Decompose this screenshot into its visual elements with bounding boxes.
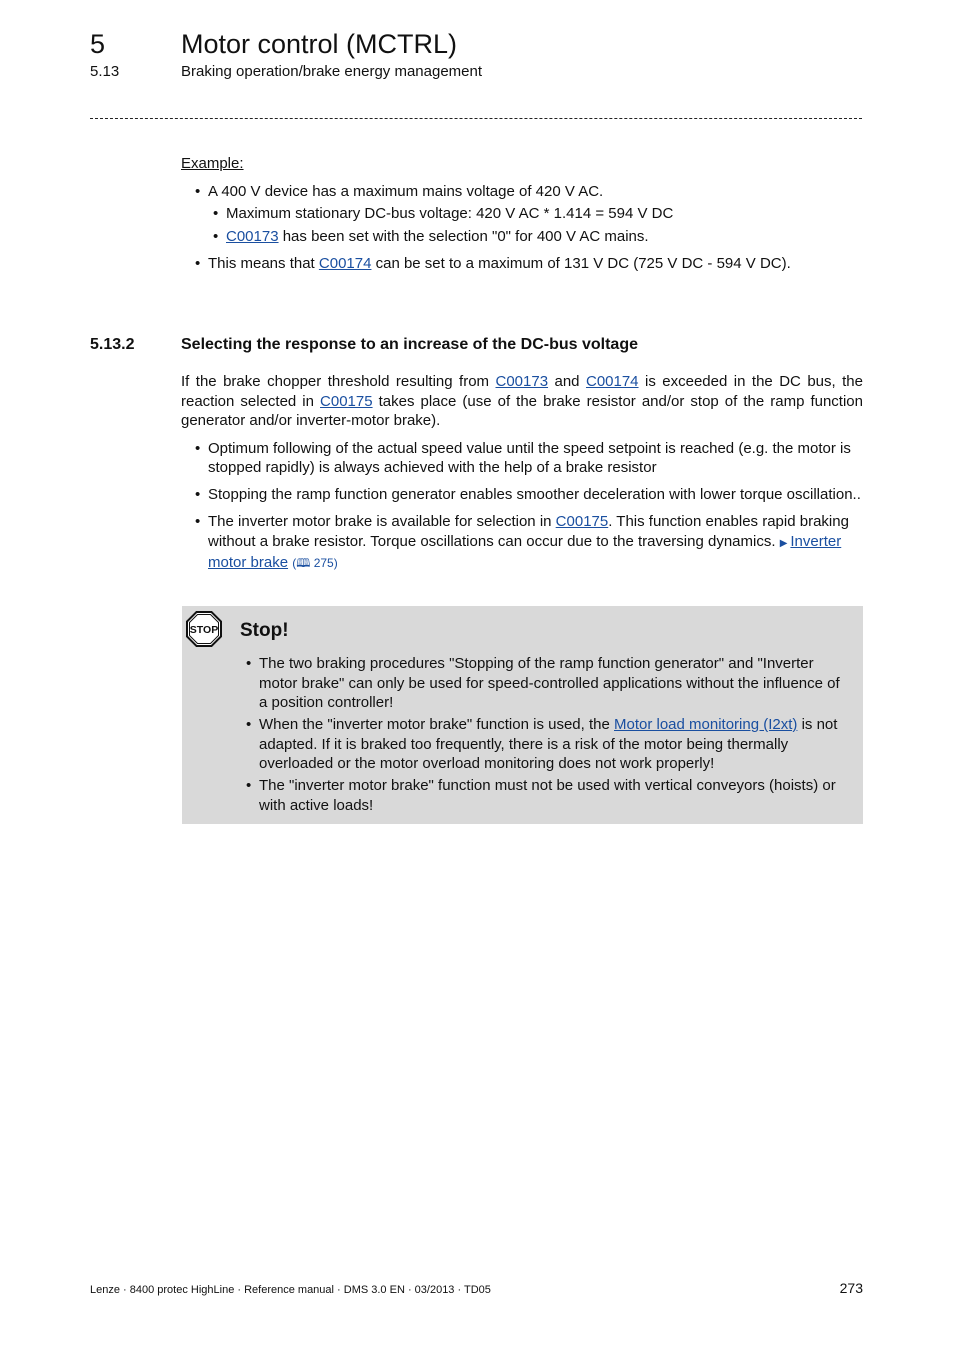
c00173-link[interactable]: C00173 (226, 227, 279, 245)
response-bullet-2: Stopping the ramp function generator enables smoother deceleration with lower torque oscillation.. (208, 486, 861, 503)
response-bullet-3-cont: . This function enables rapid braking without a brake resistor. Torque oscillations can occur due to the traversing dynamics. (208, 513, 849, 550)
example-bullet-2-pre: This means that (208, 255, 319, 272)
c00175-link[interactable]: C00175 (555, 513, 609, 530)
paragraph-text: is exceeded in the DC bus, the reaction selected in (181, 373, 863, 410)
section-title: Braking operation/brake energy management (181, 63, 483, 80)
subsection-body (181, 372, 863, 574)
paragraph-text: If the brake chopper threshold resulting from (181, 373, 496, 390)
c00174-link[interactable]: C00174 (585, 373, 639, 390)
stop-item-2: When the "inverter motor brake" function is used, the (259, 716, 614, 733)
example-subbullet-1: Maximum stationary DC-bus voltage: 420 V AC * 1.414 = 594 V DC (226, 205, 674, 222)
stop-sign-icon (185, 610, 223, 648)
page-reference[interactable]: (🕮 275) (292, 556, 338, 570)
list-item (232, 654, 847, 713)
motor-load-monitoring-link[interactable]: Motor load monitoring (I2xt) (614, 716, 798, 733)
stop-title: Stop! (240, 620, 289, 641)
stop-item-2-cont: is not adapted. If it is braked too frequently, there is a risk of the motor being thermally overloaded or the motor overload monitoring does not work properly! (259, 716, 838, 772)
chapter-title: Motor control (MCTRL) (181, 29, 458, 59)
subsection-number: 5.13.2 (90, 336, 135, 353)
response-list (181, 439, 863, 574)
example-sublist (181, 204, 863, 246)
stop-item-1: The two braking procedures "Stopping of the ramp function generator" and "Inverter motor brake" can only be used for speed-controlled applications without the influence of a position controller! (259, 655, 840, 711)
paragraph-text: takes place (use of the brake resistor and/or stop of the ramp function generator and/or inverter-motor brake). (181, 392, 863, 429)
example-subbullet-2: has been set with the selection "0" for 400 V AC mains. (278, 227, 649, 245)
stop-item-3: The "inverter motor brake" function must not be used with vertical conveyors (hoists) or with active loads! (259, 777, 836, 814)
footer-text: Lenze · 8400 protec HighLine · Reference manual · DMS 3.0 EN · 03/2013 · TD05 (90, 1284, 491, 1296)
response-bullet-3: The inverter motor brake is available for selection in (208, 513, 556, 530)
example-bullet-1: A 400 V device has a maximum mains voltage of 420 V AC. (208, 182, 604, 200)
section-number: 5.13 (90, 63, 120, 80)
chapter-number: 5 (90, 29, 106, 59)
example-bullet-2-post: can be set to a maximum of 131 V DC (725 V DC - 594 V DC). (371, 255, 791, 272)
list-item (181, 182, 863, 247)
inverter-motor-brake-link[interactable]: Inverter motor brake (208, 532, 842, 571)
stop-list (232, 654, 847, 818)
arrow-right-icon: ▶ (779, 537, 788, 549)
example-label: Example: (181, 155, 244, 172)
intro-paragraph (181, 372, 863, 431)
list-item (181, 254, 863, 274)
header-divider (90, 118, 862, 119)
example-block (181, 154, 863, 274)
paragraph-text: and (548, 373, 586, 390)
subsection-title: Selecting the response to an increase of the DC-bus voltage (181, 336, 638, 353)
list-item (181, 204, 863, 224)
example-list (181, 182, 863, 274)
stop-icon-text: STOP (189, 624, 219, 636)
c00174-link[interactable]: C00174 (318, 255, 372, 272)
list-item (181, 512, 863, 574)
page-number: 273 (839, 1280, 863, 1296)
list-item (181, 439, 863, 478)
list-item (181, 485, 863, 505)
c00173-link[interactable]: C00173 (495, 373, 549, 390)
c00175-link[interactable]: C00175 (320, 392, 373, 410)
response-bullet-1: Optimum following of the actual speed value until the speed setpoint is reached (e.g. the motor is stopped rapidly) is always achieved with the help of a brake resistor (208, 439, 851, 476)
list-item (181, 227, 863, 247)
list-item (232, 776, 847, 815)
list-item (232, 715, 847, 774)
